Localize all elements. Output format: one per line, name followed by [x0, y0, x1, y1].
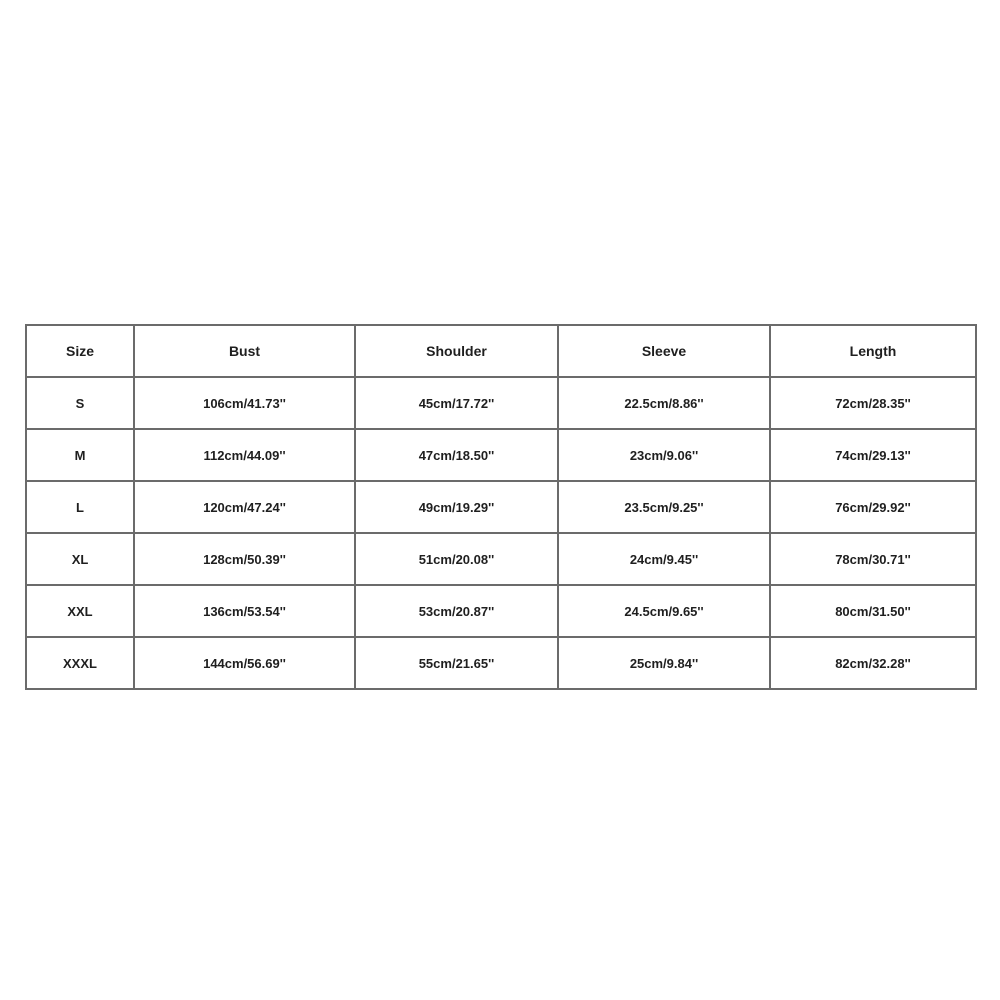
- cell-size: XXL: [26, 585, 134, 637]
- cell-shoulder: 49cm/19.29'': [355, 481, 558, 533]
- cell-sleeve: 23.5cm/9.25'': [558, 481, 770, 533]
- cell-bust: 112cm/44.09'': [134, 429, 355, 481]
- cell-bust: 136cm/53.54'': [134, 585, 355, 637]
- cell-length: 74cm/29.13'': [770, 429, 976, 481]
- cell-length: 82cm/32.28'': [770, 637, 976, 689]
- cell-shoulder: 53cm/20.87'': [355, 585, 558, 637]
- cell-bust: 106cm/41.73'': [134, 377, 355, 429]
- cell-size: M: [26, 429, 134, 481]
- header-length: Length: [770, 325, 976, 377]
- size-chart-table: [25, 324, 977, 690]
- cell-sleeve: 25cm/9.84'': [558, 637, 770, 689]
- cell-bust: 144cm/56.69'': [134, 637, 355, 689]
- table-row: [26, 429, 976, 481]
- header-size: Size: [26, 325, 134, 377]
- cell-sleeve: 24cm/9.45'': [558, 533, 770, 585]
- cell-bust: 120cm/47.24'': [134, 481, 355, 533]
- cell-shoulder: 47cm/18.50'': [355, 429, 558, 481]
- table-row: [26, 637, 976, 689]
- cell-size: XXXL: [26, 637, 134, 689]
- cell-bust: 128cm/50.39'': [134, 533, 355, 585]
- cell-sleeve: 23cm/9.06'': [558, 429, 770, 481]
- cell-size: S: [26, 377, 134, 429]
- header-sleeve: Sleeve: [558, 325, 770, 377]
- cell-length: 78cm/30.71'': [770, 533, 976, 585]
- cell-shoulder: 51cm/20.08'': [355, 533, 558, 585]
- table-row: [26, 533, 976, 585]
- table-row: [26, 481, 976, 533]
- cell-size: L: [26, 481, 134, 533]
- cell-sleeve: 22.5cm/8.86'': [558, 377, 770, 429]
- header-shoulder: Shoulder: [355, 325, 558, 377]
- cell-shoulder: 45cm/17.72'': [355, 377, 558, 429]
- cell-length: 80cm/31.50'': [770, 585, 976, 637]
- cell-size: XL: [26, 533, 134, 585]
- header-row: [26, 325, 976, 377]
- cell-shoulder: 55cm/21.65'': [355, 637, 558, 689]
- cell-length: 72cm/28.35'': [770, 377, 976, 429]
- table-row: [26, 377, 976, 429]
- cell-length: 76cm/29.92'': [770, 481, 976, 533]
- table-row: [26, 585, 976, 637]
- cell-sleeve: 24.5cm/9.65'': [558, 585, 770, 637]
- header-bust: Bust: [134, 325, 355, 377]
